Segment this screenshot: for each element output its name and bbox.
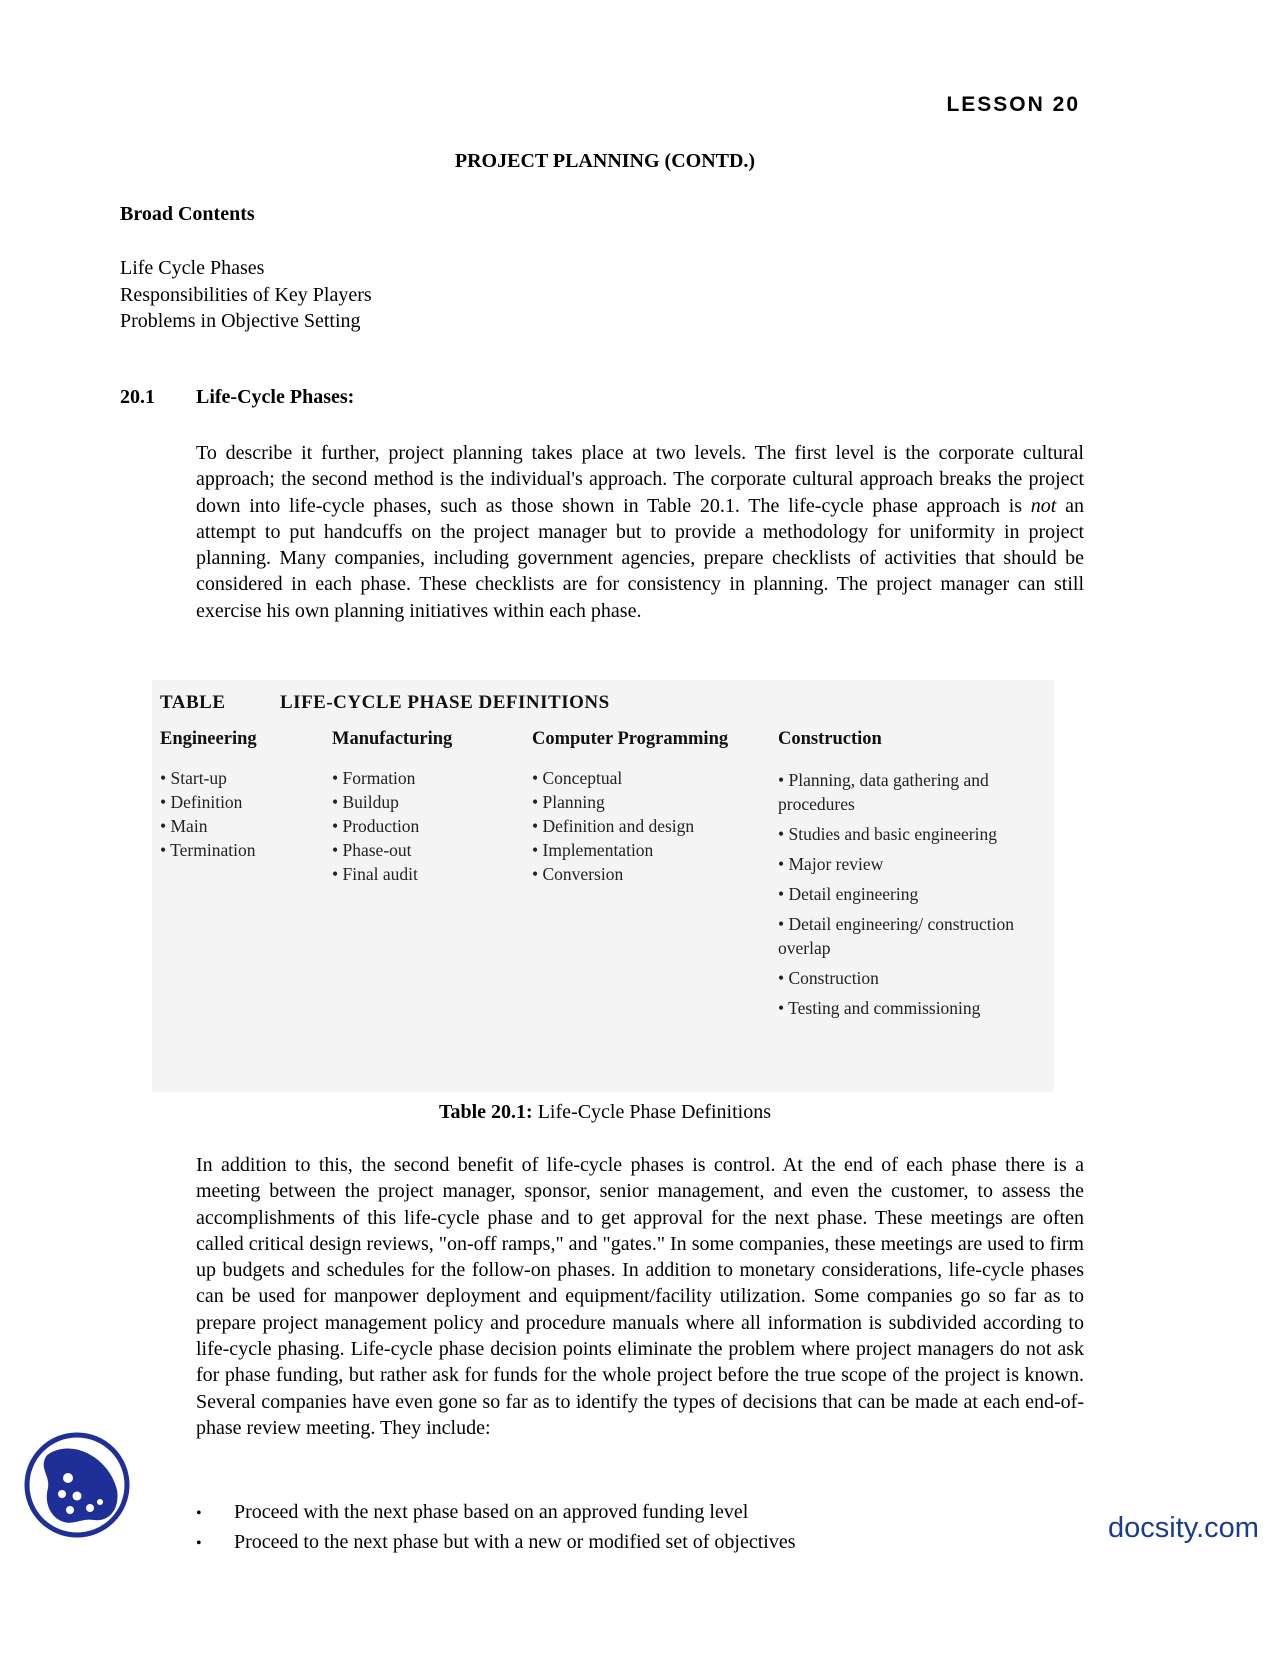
list-item: • Phase-out — [332, 840, 412, 860]
engineering-list — [160, 766, 255, 862]
bullet-icon: • — [196, 1535, 202, 1552]
paragraph-control: In addition to this, the second benefit of life-cycle phases is control. At the end of each phase there is a meeting between the project manager, sponsor, senior management, and even the customer, to assess the accomplishments of this life-cycle phase and to get approval for the next phase. These meetings are often called critical design reviews, "on-off ramps," and "gates." In some companies, these meetings are used to firm up budgets and schedules for the follow-on phases. In addition to monetary considerations, life-cycle phases can be used for manpower deployment and equipment/facility utilization. Some companies go so far as to prepare project management policy and procedure manuals where all information is subdivided according to life-cycle phasing. Life-cycle phase decision points eliminate the problem where project managers do not ask for phase funding, but rather ask for funds for the whole project before the true scope of the project is known. Several companies have even gone so far as to identify the types of decisions that can be made at each end-of-phase review meeting. They include: — [196, 1154, 1084, 1439]
caption-text: Life-Cycle Phase Definitions — [532, 1101, 771, 1123]
list-item — [196, 1498, 796, 1528]
list-item: • Definition — [160, 792, 243, 812]
list-item: • Planning, data gathering and procedures — [778, 770, 989, 814]
list-item: • Planning — [532, 792, 605, 812]
list-item: • Buildup — [332, 792, 399, 812]
list-item: • Formation — [332, 768, 416, 788]
manufacturing-list — [332, 766, 419, 886]
list-item-text: Proceed with the next phase based on an approved funding level — [234, 1501, 749, 1523]
list-item: • Implementation — [532, 840, 654, 860]
table-figure — [152, 680, 1054, 1092]
paragraph-text: To describe it further, project planning takes place at two levels. The first level is the corporate cultural approach; the second method is the individual's approach. The corporate cultural approach breaks the project down into life-cycle phases, such as those shown in Table 20.1. The life-cycle phase approach is — [196, 442, 1084, 517]
list-item: • Definition and design — [532, 816, 695, 836]
figure-label-title: LIFE-CYCLE PHASE DEFINITIONS — [280, 692, 610, 713]
docsity-brand-link[interactable]: docsity.com — [1108, 1512, 1259, 1544]
bullet-icon: • — [196, 1505, 202, 1522]
list-item: • Detail engineering/ construction overlap — [778, 914, 1014, 958]
section-number: 20.1 — [120, 386, 155, 408]
list-item: • Conceptual — [532, 768, 623, 788]
list-item: • Final audit — [332, 864, 418, 884]
broad-contents-list — [120, 255, 372, 335]
toc-item: Life Cycle Phases — [120, 257, 265, 279]
section-title: Life-Cycle Phases: — [196, 386, 355, 408]
list-item: • Studies and basic engineering — [778, 824, 997, 844]
column-heading: Engineering — [160, 729, 257, 749]
caption-label: Table 20.1: — [438, 1101, 533, 1123]
page-title: PROJECT PLANNING (CONTD.) — [454, 150, 756, 172]
column-heading: Manufacturing — [332, 729, 453, 749]
figure-label-table: TABLE — [160, 692, 226, 713]
list-item: • Main — [160, 816, 208, 836]
lesson-label: LESSON 20 — [946, 93, 1080, 116]
list-item: • Detail engineering — [778, 884, 919, 904]
list-item: • Construction — [778, 968, 879, 988]
list-item: • Termination — [160, 840, 256, 860]
construction-list — [778, 768, 1048, 1026]
paragraph-text: an attempt to put handcuffs on the project manager but to provide a methodology for uniformity in project planning. Many companies, including government agencies, prepare checklists of activities that should be considered in each phase. These checklists are for consistency in planning. The project manager can still exercise his own planning initiatives within each phase. — [196, 494, 1084, 622]
column-heading: Construction — [778, 729, 882, 749]
list-item: • Conversion — [532, 864, 624, 884]
list-item: • Major review — [778, 854, 884, 874]
list-item — [196, 1528, 796, 1558]
paragraph-intro — [196, 440, 1084, 624]
computer-programming-list — [532, 766, 694, 886]
broad-contents-heading: Broad Contents — [120, 203, 255, 225]
toc-item: Problems in Objective Setting — [120, 310, 361, 332]
list-item: • Production — [332, 816, 420, 836]
list-item: • Start-up — [160, 768, 227, 788]
decision-list — [196, 1498, 796, 1558]
list-item: • Testing and commissioning — [778, 998, 981, 1018]
table-caption — [0, 1101, 1210, 1124]
list-item-text: Proceed to the next phase but with a new or modified set of objectives — [234, 1531, 796, 1553]
column-heading: Computer Programming — [532, 729, 729, 749]
emphasis-text: not — [1030, 494, 1057, 517]
toc-item: Responsibilities of Key Players — [120, 283, 372, 306]
docsity-logo-icon[interactable] — [22, 1430, 132, 1540]
